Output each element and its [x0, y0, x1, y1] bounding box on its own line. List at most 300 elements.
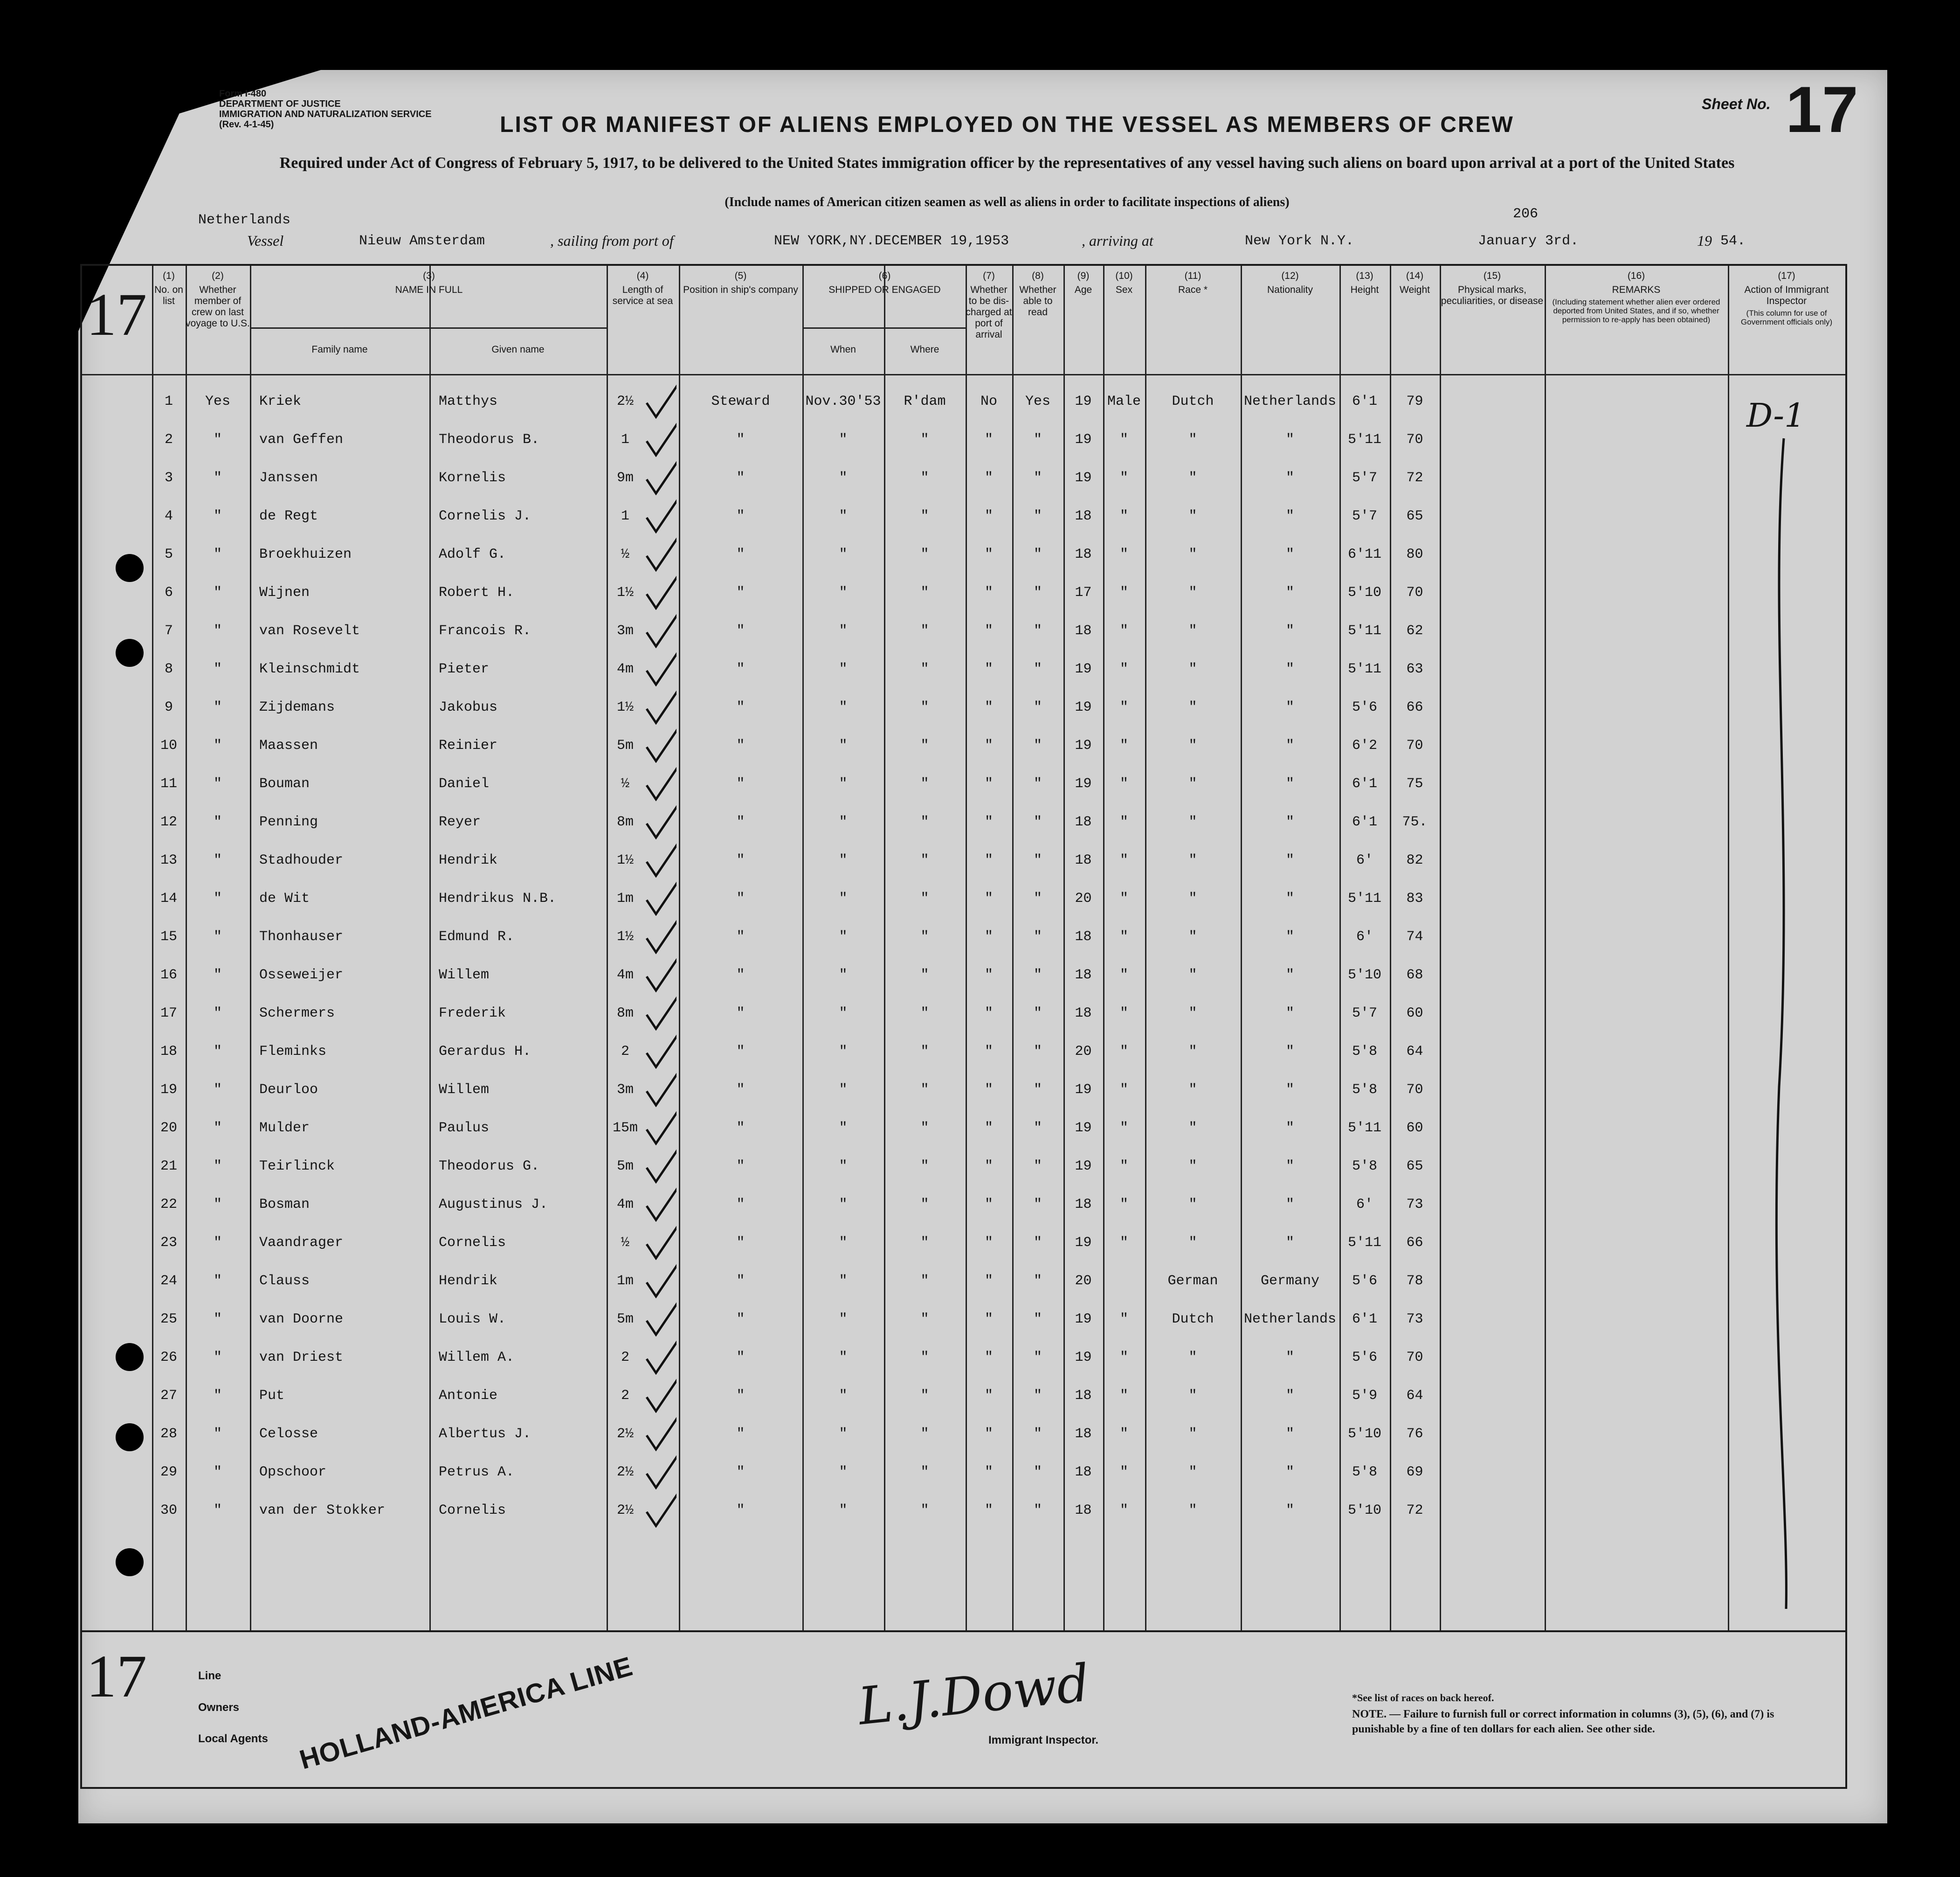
shipped-where: " [920, 1503, 929, 1518]
header-when: When [830, 344, 856, 355]
family-name: Osseweijer [259, 967, 344, 983]
service-length: 1½ [616, 852, 634, 868]
position: " [736, 1426, 745, 1442]
prev-voyage: " [213, 432, 222, 448]
sex: Male [1107, 394, 1141, 409]
binder-hole [116, 1548, 144, 1576]
nationality: " [1285, 929, 1294, 945]
arrival-date: January 3rd. [1478, 233, 1579, 249]
table-row [82, 1491, 1845, 1530]
row-number: 13 [160, 852, 177, 868]
row-number: 20 [160, 1120, 177, 1136]
sex: " [1119, 1158, 1128, 1174]
table-row [82, 803, 1845, 841]
prev-voyage: " [213, 1044, 222, 1060]
required-statement: Required under Act of Congress of February 5, 1917, to be delivered to the United States immigration officer by the representatives of any vessel having such aliens on board upon arrival at a port of the United States [279, 154, 1735, 172]
race: " [1188, 814, 1197, 830]
discharged: " [984, 1235, 993, 1251]
height: 5'7 [1352, 470, 1377, 486]
shipped-when: " [839, 1503, 848, 1518]
row-number: 16 [160, 967, 177, 983]
sex: " [1119, 1426, 1128, 1442]
nationality: " [1285, 1464, 1294, 1480]
service-length: 8m [616, 814, 634, 830]
table-row [82, 880, 1845, 918]
shipped-where: " [920, 1388, 929, 1404]
nationality: " [1285, 776, 1294, 792]
height: 6'1 [1352, 814, 1377, 830]
table-row [82, 574, 1845, 612]
family-name: Broekhuizen [259, 547, 352, 562]
discharged: " [984, 1005, 993, 1021]
discharged: " [984, 1273, 993, 1289]
races-note: *See list of races on back hereof. [1352, 1692, 1494, 1704]
position: " [736, 776, 745, 792]
service-length: ½ [621, 547, 629, 562]
family-name: Opschoor [259, 1464, 327, 1480]
row-number: 17 [160, 1005, 177, 1021]
able-to-read: " [1033, 852, 1042, 868]
able-to-read: " [1033, 1197, 1042, 1212]
header-height: (13) Height [1350, 270, 1379, 295]
shipped-where: " [920, 661, 929, 677]
immigrant-inspector-label: Immigrant Inspector. [988, 1734, 1099, 1746]
given-name: Willem [439, 1082, 490, 1098]
row-number: 2 [164, 432, 173, 448]
sex: " [1119, 1044, 1128, 1060]
able-to-read: " [1033, 1388, 1042, 1404]
weight: 82 [1406, 852, 1423, 868]
weight: 64 [1406, 1388, 1423, 1404]
discharged: " [984, 891, 993, 907]
service-length: 1½ [616, 585, 634, 601]
race: " [1188, 891, 1197, 907]
shipped-where: " [920, 852, 929, 868]
age: 19 [1075, 1158, 1092, 1174]
discharged: " [984, 508, 993, 524]
height: 6' [1356, 929, 1373, 945]
discharged: " [984, 1158, 993, 1174]
able-to-read: " [1033, 967, 1042, 983]
race: German [1167, 1273, 1218, 1289]
able-to-read: " [1033, 547, 1042, 562]
discharged: " [984, 1082, 993, 1098]
given-name: Hendrik [439, 852, 498, 868]
age: 19 [1075, 700, 1092, 715]
given-name: Louis W. [439, 1311, 506, 1327]
shipped-where: " [920, 623, 929, 639]
age: 19 [1075, 1235, 1092, 1251]
nationality: " [1285, 470, 1294, 486]
nationality: " [1285, 1120, 1294, 1136]
race: " [1188, 1464, 1197, 1480]
owners-label: Owners [198, 1701, 240, 1714]
prev-voyage: " [213, 1311, 222, 1327]
table-row [82, 1109, 1845, 1147]
check-mark-icon [644, 1111, 676, 1145]
sex: " [1119, 1464, 1128, 1480]
table-row [82, 841, 1845, 880]
height: 6' [1356, 1197, 1373, 1212]
height: 6'11 [1347, 547, 1381, 562]
age: 20 [1075, 891, 1092, 907]
shipped-where: " [920, 1082, 929, 1098]
height: 5'11 [1347, 1120, 1381, 1136]
sex: " [1119, 1197, 1128, 1212]
discharged: " [984, 547, 993, 562]
header-discharged: (7) Whether to be dis-charged at port of arrival [966, 270, 1012, 340]
inspector-mark: D-1 [1746, 396, 1805, 435]
family-name: de Wit [259, 891, 310, 907]
shipped-when: " [839, 432, 848, 448]
race: " [1188, 1044, 1197, 1060]
position: " [736, 852, 745, 868]
sex: " [1119, 1005, 1128, 1021]
shipped-when: " [839, 1273, 848, 1289]
weight: 68 [1406, 967, 1423, 983]
race: " [1188, 967, 1197, 983]
able-to-read: " [1033, 776, 1042, 792]
able-to-read: " [1033, 470, 1042, 486]
able-to-read: " [1033, 814, 1042, 830]
race: " [1188, 1005, 1197, 1021]
race: Dutch [1172, 1311, 1214, 1327]
able-to-read: " [1033, 1158, 1042, 1174]
service-length: 1 [621, 508, 629, 524]
position: " [736, 1464, 745, 1480]
age: 19 [1075, 738, 1092, 754]
height: 5'11 [1347, 432, 1381, 448]
age: 18 [1075, 1503, 1092, 1518]
shipped-when: " [839, 852, 848, 868]
family-name: Penning [259, 814, 318, 830]
check-mark-icon [644, 499, 676, 533]
race: " [1188, 1120, 1197, 1136]
nationality: " [1285, 1082, 1294, 1098]
service-length: 1½ [616, 929, 634, 945]
family-name: van der Stokker [259, 1503, 386, 1518]
family-name: Vaandrager [259, 1235, 344, 1251]
shipped-where: " [920, 1350, 929, 1365]
family-name: Deurloo [259, 1082, 318, 1098]
shipped-where: " [920, 1197, 929, 1212]
shipped-when: " [839, 776, 848, 792]
race: " [1188, 1388, 1197, 1404]
shipped-where: " [920, 700, 929, 715]
line-label: Line [198, 1669, 221, 1682]
height: 5'6 [1352, 1350, 1377, 1365]
prev-voyage: " [213, 470, 222, 486]
weight: 70 [1406, 432, 1423, 448]
check-mark-icon [644, 614, 676, 648]
prev-voyage: " [213, 1464, 222, 1480]
given-name: Cornelis J. [439, 508, 531, 524]
able-to-read: " [1033, 623, 1042, 639]
age: 19 [1075, 661, 1092, 677]
table-row [82, 421, 1845, 459]
height: 5'8 [1352, 1464, 1377, 1480]
race: " [1188, 1235, 1197, 1251]
position: " [736, 1044, 745, 1060]
table-row [82, 1453, 1845, 1491]
shipped-when: " [839, 967, 848, 983]
age: 18 [1075, 1388, 1092, 1404]
race: " [1188, 623, 1197, 639]
shipped-where: " [920, 1311, 929, 1327]
sex: " [1119, 1350, 1128, 1365]
shipped-when: Nov.30'53 [805, 394, 881, 409]
weight: 65 [1406, 1158, 1423, 1174]
row-number: 15 [160, 929, 177, 945]
age: 18 [1075, 508, 1092, 524]
age: 18 [1075, 814, 1092, 830]
height: 5'11 [1347, 623, 1381, 639]
header-inspector-action: (17) Action of Immigrant Inspector (This column for use of Government officials only) [1740, 270, 1833, 326]
position: " [736, 661, 745, 677]
family-name: van Rosevelt [259, 623, 360, 639]
prev-voyage: " [213, 700, 222, 715]
position: " [736, 585, 745, 601]
shipped-when: " [839, 1197, 848, 1212]
able-to-read: " [1033, 585, 1042, 601]
given-name: Adolf G. [439, 547, 506, 562]
table-row [82, 1185, 1845, 1224]
nationality: " [1285, 814, 1294, 830]
height: 6'1 [1352, 1311, 1377, 1327]
given-name: Hendrikus N.B. [439, 891, 557, 907]
sex: " [1119, 623, 1128, 639]
row-number: 21 [160, 1158, 177, 1174]
position: " [736, 1388, 745, 1404]
shipped-where: " [920, 776, 929, 792]
discharged: " [984, 585, 993, 601]
family-name: van Doorne [259, 1311, 344, 1327]
table-row [82, 688, 1845, 727]
shipped-when: " [839, 1158, 848, 1174]
height: 6'1 [1352, 776, 1377, 792]
discharged: " [984, 929, 993, 945]
row-number: 28 [160, 1426, 177, 1442]
prev-voyage: " [213, 814, 222, 830]
prev-voyage: " [213, 852, 222, 868]
able-to-read: " [1033, 929, 1042, 945]
nationality: " [1285, 1426, 1294, 1442]
shipped-when: " [839, 1082, 848, 1098]
discharged: " [984, 1197, 993, 1212]
able-to-read: " [1033, 738, 1042, 754]
nationality: Netherlands [1243, 1311, 1337, 1327]
able-to-read: " [1033, 661, 1042, 677]
header-sex: (10) Sex [1115, 270, 1133, 295]
header-nationality: (12) Nationality [1267, 270, 1313, 295]
sheet-label: Sheet No. [1702, 96, 1771, 112]
race: " [1188, 508, 1197, 524]
height: 5'6 [1352, 700, 1377, 715]
form-revision: (Rev. 4-1-45) [219, 119, 274, 130]
service-length: 2½ [616, 1426, 634, 1442]
sex: " [1119, 1082, 1128, 1098]
arriving-label: , arriving at [1082, 232, 1153, 249]
arriving-at: New York N.Y. [1245, 233, 1354, 249]
position: " [736, 623, 745, 639]
shipped-where: " [920, 929, 929, 945]
shipped-when: " [839, 623, 848, 639]
row-number: 12 [160, 814, 177, 830]
discharged: " [984, 470, 993, 486]
position: " [736, 1197, 745, 1212]
prev-voyage: " [213, 1005, 222, 1021]
nationality: Germany [1260, 1273, 1320, 1289]
prev-voyage: " [213, 929, 222, 945]
given-name: Edmund R. [439, 929, 515, 945]
shipped-when: " [839, 661, 848, 677]
able-to-read: " [1033, 1082, 1042, 1098]
height: 5'10 [1347, 967, 1381, 983]
shipped-where: " [920, 1273, 929, 1289]
given-name: Hendrik [439, 1273, 498, 1289]
weight: 66 [1406, 1235, 1423, 1251]
check-mark-icon [644, 728, 676, 763]
family-name: Celosse [259, 1426, 318, 1442]
sex: " [1119, 814, 1128, 830]
able-to-read: " [1033, 1273, 1042, 1289]
shipped-where: " [920, 1464, 929, 1480]
prev-voyage: " [213, 1235, 222, 1251]
race: " [1188, 738, 1197, 754]
able-to-read: " [1033, 891, 1042, 907]
binder-hole [116, 1343, 144, 1371]
sex: " [1119, 470, 1128, 486]
race: " [1188, 1426, 1197, 1442]
height: 6' [1356, 852, 1373, 868]
row-number: 10 [160, 738, 177, 754]
discharged: " [984, 1120, 993, 1136]
shipped-where: " [920, 470, 929, 486]
shipped-where: R'dam [904, 394, 946, 409]
able-to-read: " [1033, 1503, 1042, 1518]
race: " [1188, 432, 1197, 448]
sex: " [1119, 738, 1128, 754]
row-number: 25 [160, 1311, 177, 1327]
discharged: " [984, 814, 993, 830]
table-row [82, 382, 1845, 421]
given-name: Frederik [439, 1005, 506, 1021]
race: " [1188, 852, 1197, 868]
penalty-note: NOTE. — Failure to furnish full or correct information in columns (3), (5), (6), and (7) is punishable by a fine of ten dollars for each alien. See other side. [1352, 1708, 1774, 1735]
race: " [1188, 776, 1197, 792]
age: 18 [1075, 1426, 1092, 1442]
header-race: (11) Race * [1178, 270, 1208, 295]
position: " [736, 814, 745, 830]
nationality: " [1285, 852, 1294, 868]
check-mark-icon [644, 958, 676, 992]
family-name: Kriek [259, 394, 302, 409]
service-length: 1 [621, 432, 629, 448]
weight: 80 [1406, 547, 1423, 562]
sex: " [1119, 1120, 1128, 1136]
weight: 69 [1406, 1464, 1423, 1480]
prev-voyage: " [213, 1388, 222, 1404]
able-to-read: Yes [1025, 394, 1050, 409]
weight: 75. [1402, 814, 1428, 830]
position: " [736, 929, 745, 945]
table-row [82, 497, 1845, 535]
given-name: Francois R. [439, 623, 531, 639]
given-name: Willem A. [439, 1350, 515, 1365]
service-length: 4m [616, 1197, 634, 1212]
position: Steward [711, 394, 770, 409]
shipped-where: " [920, 1235, 929, 1251]
height: 5'8 [1352, 1044, 1377, 1060]
check-mark-icon [644, 843, 676, 878]
discharged: No [980, 394, 997, 409]
table-row [82, 1071, 1845, 1109]
height: 5'10 [1347, 1426, 1381, 1442]
sailing-from: NEW YORK,NY.DECEMBER 19,1953 [774, 233, 1009, 249]
able-to-read: " [1033, 1464, 1042, 1480]
age: 19 [1075, 1082, 1092, 1098]
family-name: Schermers [259, 1005, 335, 1021]
header-divider [82, 374, 1845, 375]
row-number: 27 [160, 1388, 177, 1404]
discharged: " [984, 1503, 993, 1518]
race: " [1188, 1503, 1197, 1518]
table-row [82, 1147, 1845, 1185]
crew-table [80, 264, 1847, 1632]
age: 19 [1075, 1350, 1092, 1365]
arrival-year: 54. [1720, 233, 1746, 249]
nationality: " [1285, 891, 1294, 907]
binder-hole [116, 639, 144, 667]
nationality: " [1285, 1503, 1294, 1518]
position: " [736, 1273, 745, 1289]
given-name: Matthys [439, 394, 498, 409]
position: " [736, 1005, 745, 1021]
nationality: " [1285, 432, 1294, 448]
given-name: Theodorus B. [439, 432, 540, 448]
able-to-read: " [1033, 1120, 1042, 1136]
binder-hole [116, 1423, 144, 1451]
local-agents-label: Local Agents [198, 1732, 268, 1745]
service-length: 2½ [616, 1464, 634, 1480]
header-family-name: Family name [311, 344, 368, 355]
position: " [736, 738, 745, 754]
check-mark-icon [644, 1149, 676, 1184]
service-length: 2 [621, 1388, 629, 1404]
able-to-read: " [1033, 1005, 1042, 1021]
service-length: 2 [621, 1350, 629, 1365]
shipped-when: " [839, 891, 848, 907]
given-name: Willem [439, 967, 490, 983]
check-mark-icon [644, 767, 676, 801]
prev-voyage: " [213, 1503, 222, 1518]
height: 5'11 [1347, 661, 1381, 677]
prev-voyage: " [213, 1082, 222, 1098]
weight: 78 [1406, 1273, 1423, 1289]
shipped-where: " [920, 585, 929, 601]
given-name: Reyer [439, 814, 481, 830]
row-number: 6 [164, 585, 173, 601]
service-length: 1½ [616, 700, 634, 715]
table-row [82, 727, 1845, 765]
service-length: 8m [616, 1005, 634, 1021]
given-name: Theodorus G. [439, 1158, 540, 1174]
row-number: 3 [164, 470, 173, 486]
discharged: " [984, 432, 993, 448]
row-number: 11 [160, 776, 177, 792]
table-row [82, 956, 1845, 994]
shipped-when: " [839, 814, 848, 830]
